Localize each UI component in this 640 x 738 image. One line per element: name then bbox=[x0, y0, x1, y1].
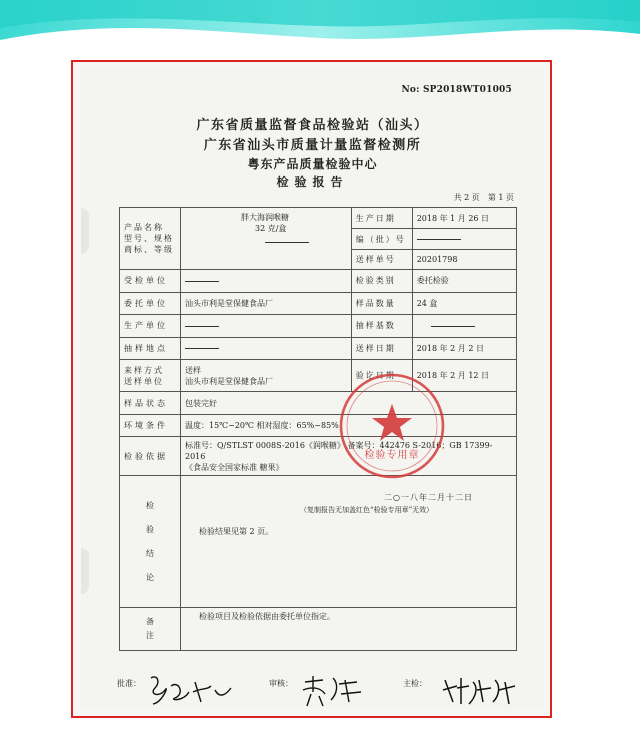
report-frame bbox=[71, 60, 552, 718]
inspected-unit-label: 受检单位 bbox=[120, 270, 181, 293]
basis-label: 检验依据 bbox=[120, 437, 181, 476]
stamp-date: 二○一八年二月十二日 bbox=[384, 493, 473, 502]
sample-no-value: 20201798 bbox=[412, 249, 516, 269]
inspection-report-document bbox=[81, 68, 544, 710]
product-name-label: 产品名称 bbox=[124, 223, 164, 233]
arrival-method-label-cell bbox=[120, 360, 181, 392]
blank-line bbox=[265, 242, 309, 243]
header-wave bbox=[0, 0, 640, 56]
report-title: 检验报告 bbox=[276, 175, 349, 189]
sample-no-label: 送样单号 bbox=[351, 249, 412, 269]
chief-signature bbox=[439, 672, 519, 708]
org-title-2: 广东省汕头市质量计量监督检测所 bbox=[203, 138, 422, 153]
delivery-date-label: 送样日期 bbox=[351, 337, 412, 360]
deliverer-value: 汕头市利是堂保健食品厂 bbox=[185, 376, 273, 386]
basis-value-2: 《食品安全国家标准 糖果》 bbox=[185, 462, 284, 472]
page-current: 第 1 页 bbox=[487, 193, 514, 202]
inspect-finish-value: 2018 年 2 月 12 日 bbox=[412, 360, 516, 392]
basis-value-1: 标准号：Q/STLST 0008S-2016《润喉糖》,备案号：442476 S-2016；GB 17399-2016 bbox=[185, 440, 493, 461]
inspect-type-value: 委托检验 bbox=[412, 270, 516, 293]
remark-char: 注 bbox=[146, 630, 154, 640]
approver-signature bbox=[145, 672, 235, 708]
deliverer-label: 送样单位 bbox=[124, 376, 164, 386]
spec-value: 32 克/盒 bbox=[255, 224, 287, 233]
arrival-method-label: 来样方式 bbox=[124, 365, 164, 375]
product-name-value: 胖大海润喉糖 bbox=[241, 213, 289, 222]
sampling-site-value bbox=[181, 337, 352, 360]
producer-value bbox=[181, 315, 352, 338]
org-title-3: 粤东产品质量检验中心 bbox=[247, 157, 378, 171]
chief-label: 主检： bbox=[403, 679, 427, 688]
seal-text: 检验专用章 bbox=[364, 450, 420, 461]
prod-date-label: 生产日期 bbox=[351, 208, 412, 229]
binder-hole bbox=[81, 208, 89, 254]
conclusion-label bbox=[120, 476, 181, 608]
sample-qty-value: 24 盒 bbox=[412, 292, 516, 315]
remark-char: 备 bbox=[146, 616, 154, 626]
batch-value bbox=[412, 229, 516, 249]
arrival-method-value: 送样 bbox=[185, 365, 201, 375]
model-label: 型号、规格 bbox=[124, 234, 174, 244]
producer-label: 生产单位 bbox=[120, 315, 181, 338]
document-number: No: SP2018WT01005 bbox=[401, 85, 512, 95]
inspection-seal bbox=[336, 370, 448, 482]
conclusion-char: 检 bbox=[146, 500, 154, 510]
page-total: 共 2 页 bbox=[453, 193, 480, 202]
page-info bbox=[446, 192, 514, 203]
product-name-cell bbox=[181, 208, 352, 270]
env-value: 温度：15℃~20℃ 相对湿度：65%~85% bbox=[181, 414, 517, 437]
approve-label: 批准： bbox=[117, 679, 141, 688]
remark-value: 检验项目及检验依据由委托单位指定。 bbox=[181, 607, 517, 650]
client-unit-value: 汕头市利是堂保健食品厂 bbox=[181, 292, 352, 315]
sampling-base-label: 抽样基数 bbox=[351, 315, 412, 338]
env-label: 环境条件 bbox=[120, 414, 181, 437]
inspected-unit-value bbox=[181, 270, 352, 293]
sample-qty-label: 样品数量 bbox=[351, 292, 412, 315]
batch-label: 编（批）号 bbox=[351, 229, 412, 249]
binder-hole bbox=[81, 548, 89, 594]
sampling-base-value bbox=[412, 315, 516, 338]
reviewer-signature bbox=[299, 672, 369, 708]
conclusion-char: 论 bbox=[146, 572, 154, 582]
review-label: 审核： bbox=[269, 679, 293, 688]
conclusion-char: 结 bbox=[146, 548, 154, 558]
inspect-finish-label: 验讫日期 bbox=[351, 360, 412, 392]
report-table bbox=[119, 207, 517, 651]
client-unit-label: 委托单位 bbox=[120, 292, 181, 315]
org-title-1: 广东省质量监督食品检验站（汕头） bbox=[196, 118, 429, 133]
brand-label: 商标、等级 bbox=[124, 245, 174, 255]
prod-date-value: 2018 年 1 月 26 日 bbox=[412, 208, 516, 229]
signature-row bbox=[111, 672, 531, 712]
product-name-label-cell bbox=[120, 208, 181, 270]
remark-label bbox=[120, 607, 181, 650]
sample-state-label: 样品状态 bbox=[120, 392, 181, 415]
arrival-method-cell bbox=[181, 360, 352, 392]
copy-note: （复制报告无加盖红色“检验专用章”无效） bbox=[300, 506, 434, 514]
conclusion-value: 检验结果见第 2 页。 bbox=[199, 527, 274, 537]
delivery-date-value: 2018 年 2 月 2 日 bbox=[412, 337, 516, 360]
sampling-site-label: 抽样地点 bbox=[120, 337, 181, 360]
sample-state-value: 包装完好 bbox=[181, 392, 517, 415]
conclusion-char: 验 bbox=[146, 524, 154, 534]
inspect-type-label: 检验类别 bbox=[351, 270, 412, 293]
